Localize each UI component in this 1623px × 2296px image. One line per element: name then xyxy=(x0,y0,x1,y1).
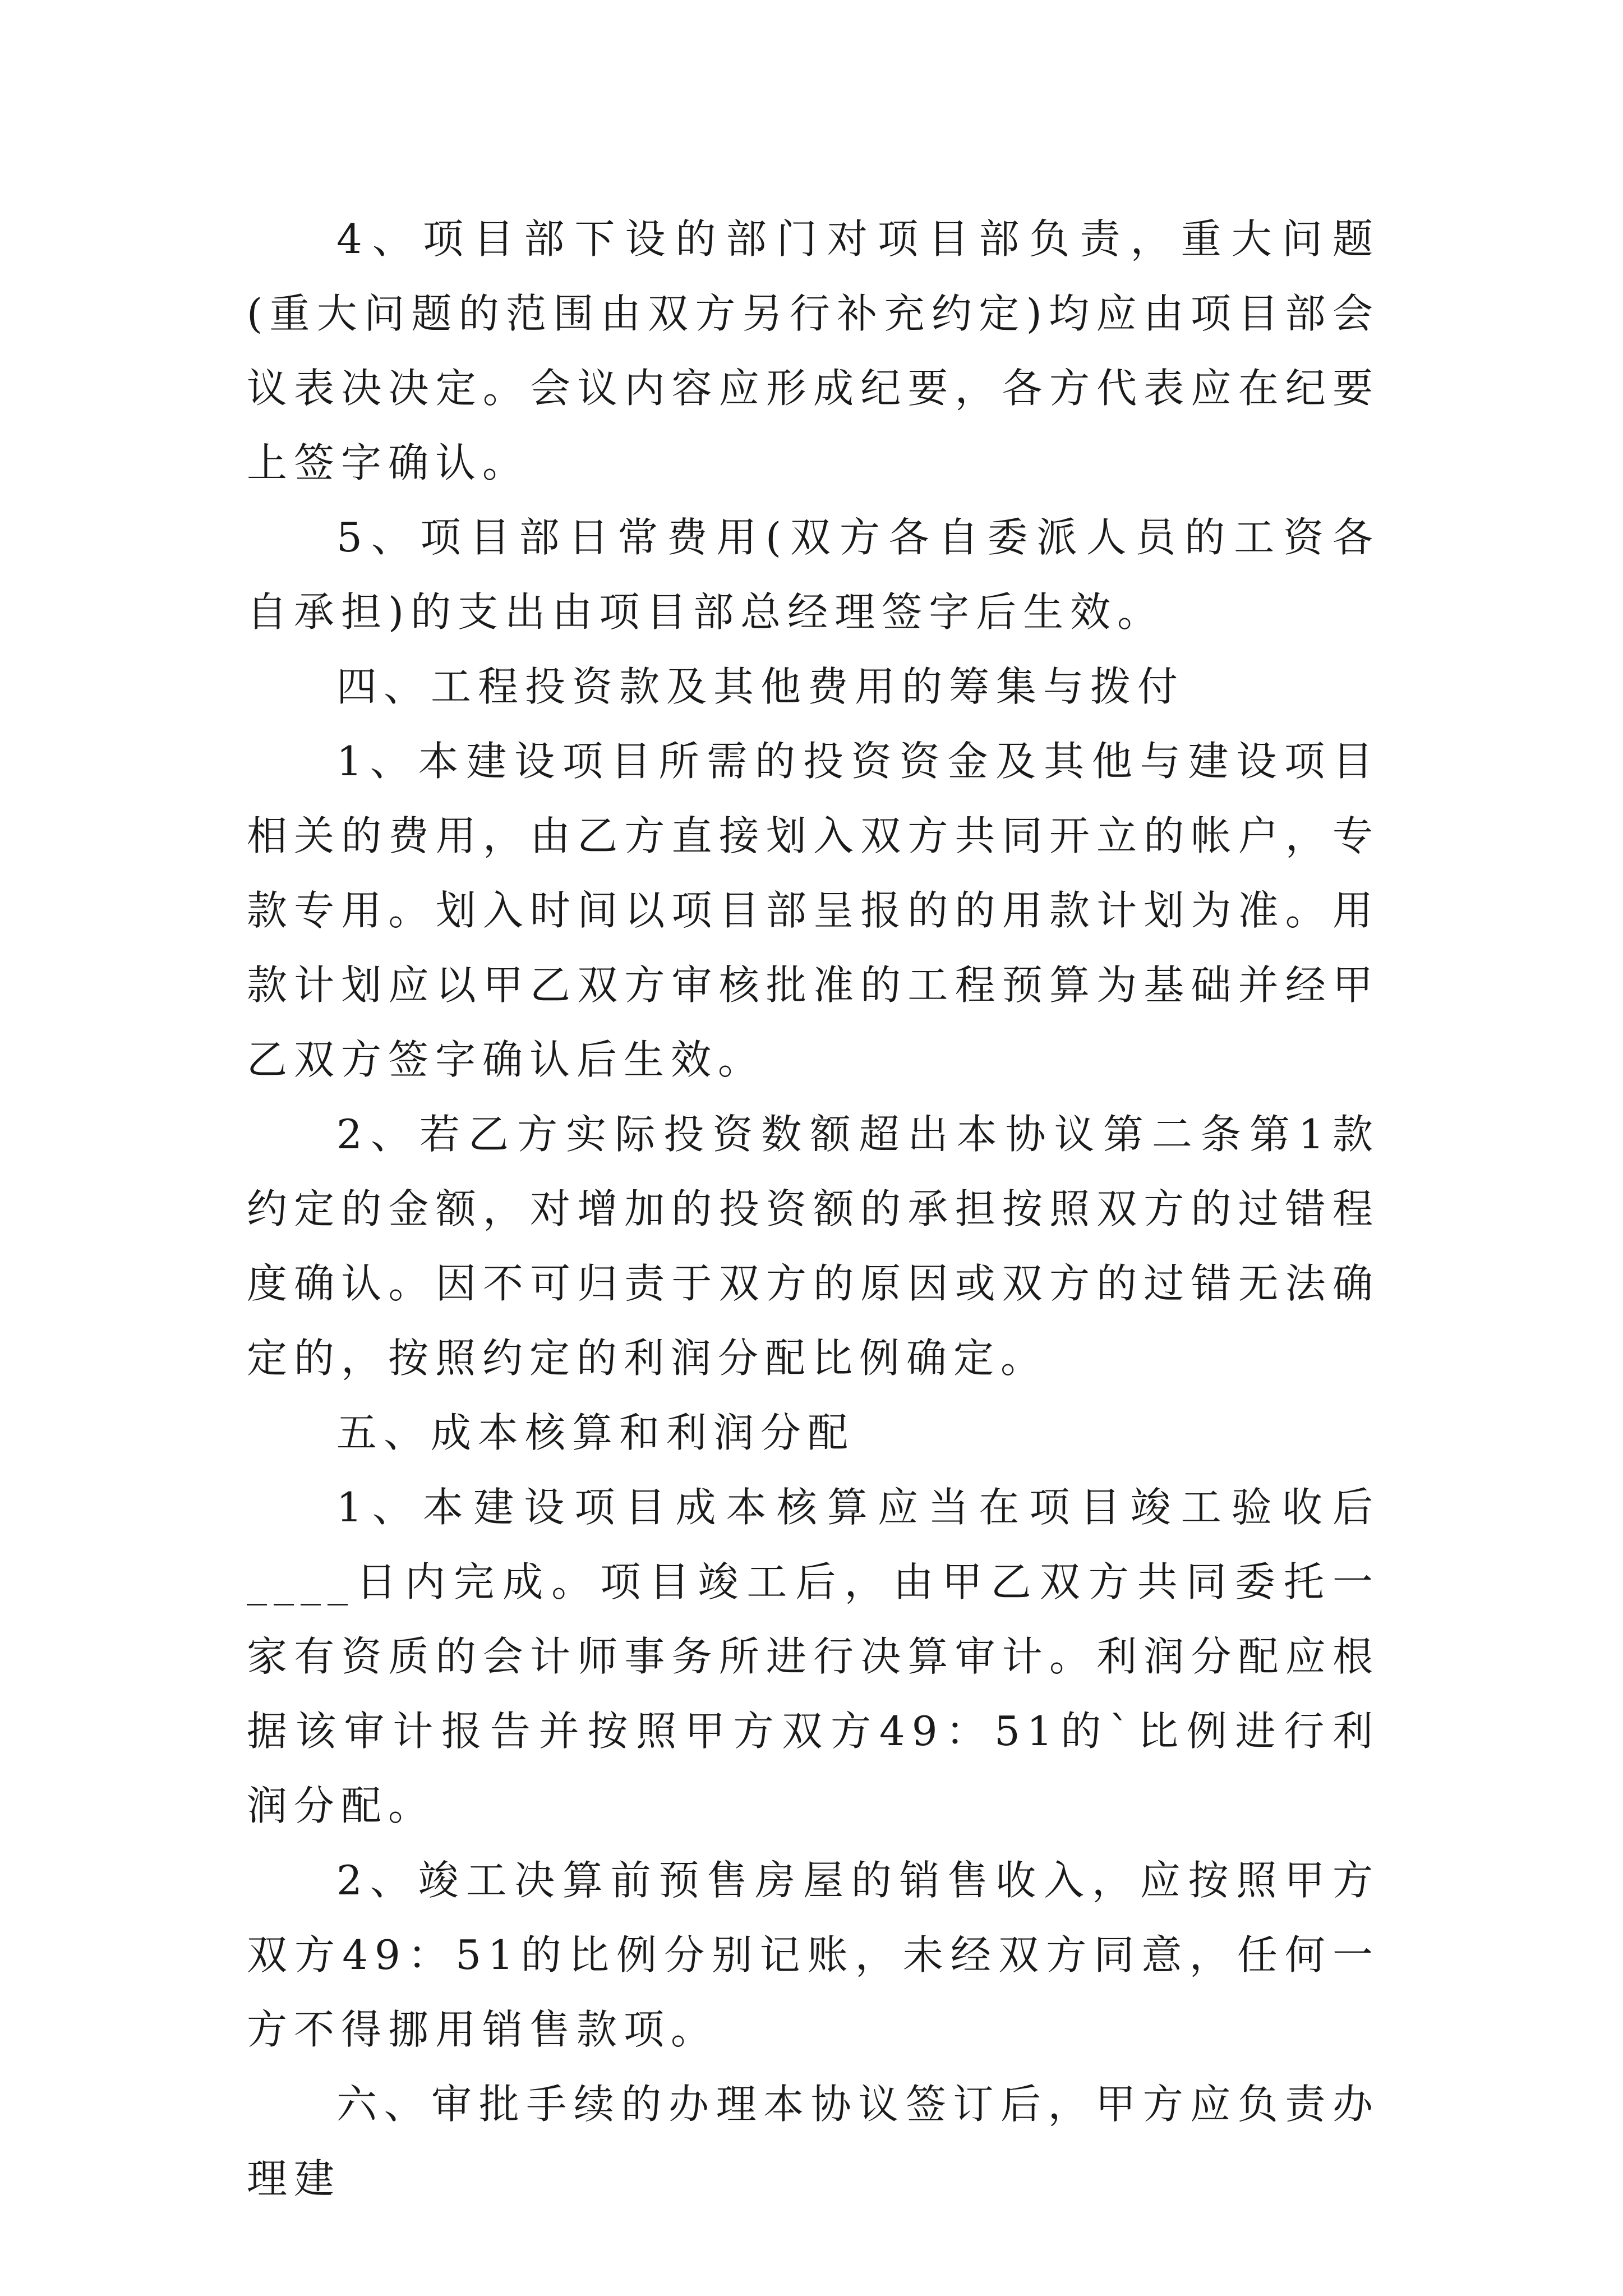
section-heading-5: 五、成本核算和利润分配 xyxy=(336,1409,855,1456)
paragraph-approval: 六、审批手续的办理本协议签订后，甲方应负责办理建 xyxy=(247,2081,1380,2202)
paragraph-investment-1: 1、本建设项目所需的投资资金及其他与建设项目相关的费用，由乙方直接划入双方共同开立的帐户，专款专用。划入时间以项目部呈报的的用款计划为准。用款计划应以甲乙双方审核批准的工程预算为基础并经甲乙双方签字确认后生效。 xyxy=(247,738,1380,1083)
section-heading-4: 四、工程投资款及其他费用的筹集与拨付 xyxy=(336,663,1185,710)
document-body xyxy=(247,202,1380,2216)
paragraph-item-4: 4、项目部下设的部门对项目部负责，重大问题(重大问题的范围由双方另行补充约定)均应由项目部会议表决决定。会议内容应形成纪要，各方代表应在纪要上签字确认。 xyxy=(247,215,1380,486)
paragraph-profit-2: 2、竣工决算前预售房屋的销售收入，应按照甲方双方49：51的比例分别记账，未经双方同意，任何一方不得挪用销售款项。 xyxy=(247,1857,1380,2053)
paragraph-profit-1: 1、本建设项目成本核算应当在项目竣工验收后____日内完成。项目竣工后，由甲乙双方共同委托一家有资质的会计师事务所进行决算审计。利润分配应根据该审计报告并按照甲方双方49：51的`比例进行利润分配。 xyxy=(247,1484,1380,1829)
paragraph-item-5: 5、项目部日常费用(双方各自委派人员的工资各自承担)的支出由项目部总经理签字后生效。 xyxy=(247,514,1380,636)
paragraph-investment-2: 2、若乙方实际投资数额超出本协议第二条第1款约定的金额，对增加的投资额的承担按照双方的过错程度确认。因不可归责于双方的原因或双方的过错无法确定的，按照约定的利润分配比例确定。 xyxy=(247,1111,1380,1382)
